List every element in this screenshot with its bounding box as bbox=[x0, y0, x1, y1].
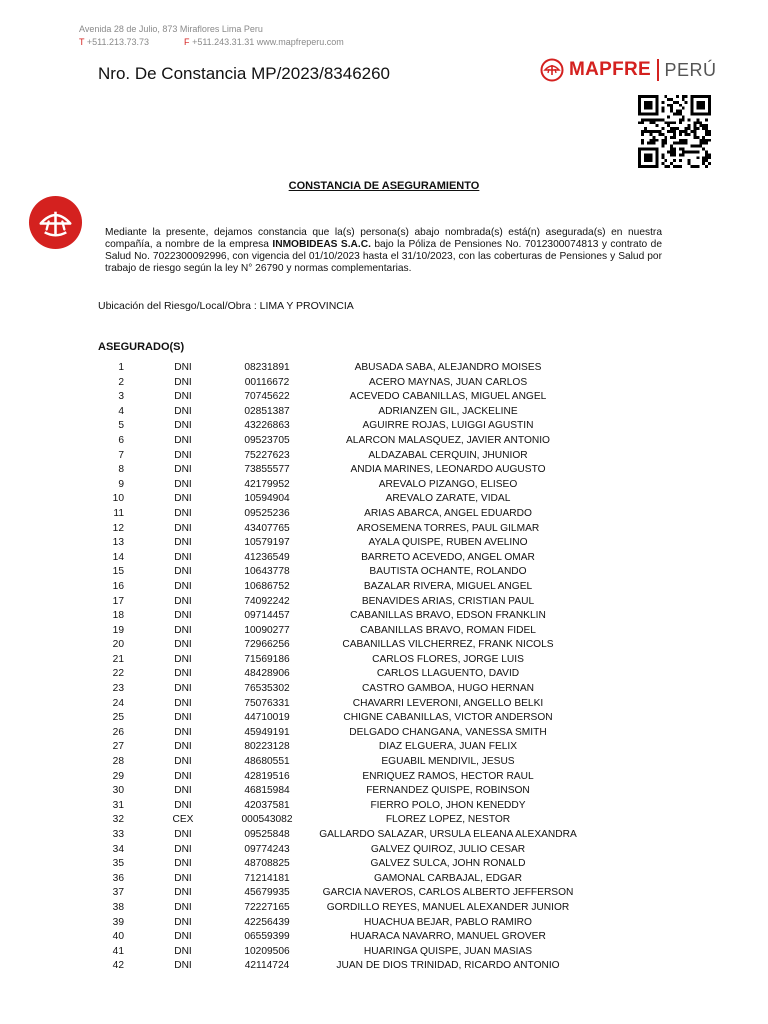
document-number: 09714457 bbox=[244, 610, 290, 622]
document-type: DNI bbox=[174, 434, 192, 446]
document-type: DNI bbox=[174, 756, 192, 768]
row-number: 12 bbox=[112, 522, 124, 534]
row-number: 40 bbox=[112, 931, 124, 943]
document-heading: CONSTANCIA DE ASEGURAMIENTO bbox=[288, 180, 480, 192]
table-row bbox=[0, 828, 768, 843]
row-number: 24 bbox=[112, 697, 124, 709]
document-type: DNI bbox=[174, 653, 192, 665]
row-number: 8 bbox=[118, 464, 124, 476]
insured-name: HUACHUA BEJAR, PABLO RAMIRO bbox=[364, 916, 532, 928]
table-row bbox=[0, 463, 768, 478]
table-row bbox=[0, 449, 768, 464]
row-number: 22 bbox=[112, 668, 124, 680]
table-row bbox=[0, 507, 768, 522]
document-number: 45679935 bbox=[244, 887, 290, 899]
document-number: 70745622 bbox=[244, 391, 290, 403]
table-row bbox=[0, 667, 768, 682]
fax-and-web: +511.243.31.31 www.mapfreperu.com bbox=[192, 37, 344, 47]
document-number: 10090277 bbox=[244, 624, 290, 636]
insured-name: ALARCON MALASQUEZ, JAVIER ANTONIO bbox=[346, 434, 550, 446]
table-row bbox=[0, 638, 768, 653]
table-row bbox=[0, 682, 768, 697]
table-row bbox=[0, 624, 768, 639]
table-row bbox=[0, 711, 768, 726]
document-type: DNI bbox=[174, 639, 192, 651]
document-number: 72966256 bbox=[244, 639, 290, 651]
document-number: 76535302 bbox=[244, 683, 290, 695]
document-type: DNI bbox=[174, 522, 192, 534]
document-type: DNI bbox=[174, 799, 192, 811]
insured-name: EGUABIL MENDIVIL, JESUS bbox=[381, 756, 515, 768]
insured-name: GORDILLO REYES, MANUEL ALEXANDER JUNIOR bbox=[326, 901, 570, 913]
table-row bbox=[0, 565, 768, 580]
document-number: 00116672 bbox=[244, 376, 290, 388]
insured-name: FLOREZ LOPEZ, NESTOR bbox=[385, 814, 511, 826]
insured-name: GARCIA NAVEROS, CARLOS ALBERTO JEFFERSON bbox=[322, 887, 574, 899]
insured-name: CHIGNE CABANILLAS, VICTOR ANDERSON bbox=[343, 712, 553, 724]
row-number: 17 bbox=[112, 595, 124, 607]
row-number: 16 bbox=[112, 580, 124, 592]
document-number: 71214181 bbox=[244, 872, 290, 884]
row-number: 39 bbox=[112, 916, 124, 928]
insured-name: BAUTISTA OCHANTE, ROLANDO bbox=[369, 566, 527, 578]
insured-name: CABANILLAS VILCHERREZ, FRANK NICOLS bbox=[342, 639, 554, 651]
insured-name: ARIAS ABARCA, ANGEL EDUARDO bbox=[364, 507, 532, 519]
document-number: 41236549 bbox=[244, 551, 290, 563]
row-number: 21 bbox=[112, 653, 124, 665]
table-row bbox=[0, 653, 768, 668]
insured-name: CABANILLAS BRAVO, ROMAN FIDEL bbox=[360, 624, 536, 636]
document-type: DNI bbox=[174, 420, 192, 432]
document-type: DNI bbox=[174, 697, 192, 709]
document-number: 74092242 bbox=[244, 595, 290, 607]
insured-name: GALLARDO SALAZAR, URSULA ELEANA ALEXANDRA bbox=[319, 829, 577, 840]
insured-name: AYALA QUISPE, RUBEN AVELINO bbox=[368, 537, 528, 549]
document-type: DNI bbox=[174, 770, 192, 782]
row-number: 26 bbox=[112, 726, 124, 738]
document-number: 43226863 bbox=[244, 420, 290, 432]
row-number: 10 bbox=[112, 493, 124, 505]
table-row bbox=[0, 770, 768, 785]
row-number: 14 bbox=[112, 551, 124, 563]
document-type: DNI bbox=[174, 960, 192, 972]
document-type: DNI bbox=[174, 712, 192, 724]
table-row bbox=[0, 959, 768, 974]
paragraph-intro: Mediante la presente, dejamos constancia que la(s) persona(s) abajo nombrada(s) está(n) asegurada(s) en nuestra compañía, a nombre de la empresa bbox=[105, 227, 662, 250]
document-number: 42256439 bbox=[244, 916, 290, 928]
document-number: 44710019 bbox=[244, 712, 290, 724]
contact-line bbox=[79, 36, 344, 49]
table-row bbox=[0, 857, 768, 872]
document-number: 73855577 bbox=[244, 464, 290, 476]
table-row bbox=[0, 390, 768, 405]
row-number: 19 bbox=[112, 624, 124, 636]
mapfre-seal-icon bbox=[28, 195, 83, 250]
table-row bbox=[0, 799, 768, 814]
document-type: DNI bbox=[174, 858, 192, 870]
row-number: 15 bbox=[112, 566, 124, 578]
document-number: 06559399 bbox=[244, 931, 290, 943]
document-number: 000543082 bbox=[241, 814, 293, 826]
document-number: 09774243 bbox=[244, 843, 290, 855]
document-type: DNI bbox=[174, 580, 192, 592]
mapfre-logo bbox=[540, 57, 717, 83]
document-type: DNI bbox=[174, 829, 192, 840]
insured-heading: ASEGURADO(S) bbox=[98, 341, 185, 353]
document-type: DNI bbox=[174, 537, 192, 549]
row-number: 36 bbox=[112, 872, 124, 884]
document-number: 10643778 bbox=[244, 566, 290, 578]
document-type: DNI bbox=[174, 464, 192, 476]
document-type: DNI bbox=[174, 391, 192, 403]
document-number: 48680551 bbox=[244, 756, 290, 768]
row-number: 38 bbox=[112, 901, 124, 913]
table-row bbox=[0, 580, 768, 595]
row-number: 5 bbox=[118, 420, 124, 432]
document-type: DNI bbox=[174, 566, 192, 578]
address-line: Avenida 28 de Julio, 873 Miraflores Lima Peru bbox=[79, 24, 263, 34]
company-name: INMOBIDEAS S.A.C. bbox=[272, 239, 371, 250]
insured-name: GALVEZ SULCA, JOHN RONALD bbox=[370, 858, 526, 870]
insured-name: FIERRO POLO, JHON KENEDDY bbox=[370, 799, 526, 811]
table-row bbox=[0, 536, 768, 551]
document-number: 72227165 bbox=[244, 901, 290, 913]
document-type: DNI bbox=[174, 493, 192, 505]
table-row bbox=[0, 376, 768, 391]
document-number: 43407765 bbox=[244, 522, 290, 534]
document-type: DNI bbox=[174, 683, 192, 695]
row-number: 42 bbox=[112, 960, 124, 972]
insured-list bbox=[0, 361, 768, 974]
document-type: DNI bbox=[174, 901, 192, 913]
table-row bbox=[0, 361, 768, 376]
insured-name: CARLOS LLAGUENTO, DAVID bbox=[376, 668, 520, 680]
document-type: CEX bbox=[172, 814, 194, 826]
document-type: DNI bbox=[174, 610, 192, 622]
document-number: 42179952 bbox=[244, 478, 290, 490]
document-type: DNI bbox=[174, 668, 192, 680]
document-number: 09525236 bbox=[244, 507, 290, 519]
insured-name: FERNANDEZ QUISPE, ROBINSON bbox=[366, 785, 530, 797]
document-type: DNI bbox=[174, 726, 192, 738]
qr-code-icon bbox=[638, 95, 711, 168]
row-number: 25 bbox=[112, 712, 124, 724]
document-number: 02851387 bbox=[244, 405, 290, 417]
insured-name: DIAZ ELGUERA, JUAN FELIX bbox=[378, 741, 518, 753]
row-number: 4 bbox=[118, 405, 124, 417]
row-number: 33 bbox=[112, 829, 124, 840]
table-row bbox=[0, 740, 768, 755]
document-number: 10686752 bbox=[244, 580, 290, 592]
risk-location: Ubicación del Riesgo/Local/Obra : LIMA Y PROVINCIA bbox=[98, 300, 354, 312]
logo-divider bbox=[657, 59, 659, 81]
brand-name: MAPFRE bbox=[569, 59, 652, 80]
document-type: DNI bbox=[174, 887, 192, 899]
document-type: DNI bbox=[174, 507, 192, 519]
table-row bbox=[0, 843, 768, 858]
table-row bbox=[0, 478, 768, 493]
document-number: 75227623 bbox=[244, 449, 290, 461]
document-type: DNI bbox=[174, 741, 192, 753]
document-number: 42819516 bbox=[244, 770, 290, 782]
table-row bbox=[0, 419, 768, 434]
row-number: 37 bbox=[112, 887, 124, 899]
insured-name: HUARINGA QUISPE, JUAN MASIAS bbox=[363, 945, 533, 957]
insured-name: ANDIA MARINES, LEONARDO AUGUSTO bbox=[350, 464, 546, 476]
table-row bbox=[0, 886, 768, 901]
row-number: 41 bbox=[112, 945, 124, 957]
row-number: 2 bbox=[118, 376, 124, 388]
insured-name: GAMONAL CARBAJAL, EDGAR bbox=[374, 872, 522, 884]
table-row bbox=[0, 405, 768, 420]
document-type: DNI bbox=[174, 478, 192, 490]
document-type: DNI bbox=[174, 449, 192, 461]
row-number: 30 bbox=[112, 785, 124, 797]
row-number: 27 bbox=[112, 741, 124, 753]
document-type: DNI bbox=[174, 551, 192, 563]
table-row bbox=[0, 916, 768, 931]
document-type: DNI bbox=[174, 916, 192, 928]
row-number: 13 bbox=[112, 537, 124, 549]
insured-name: ACERO MAYNAS, JUAN CARLOS bbox=[368, 376, 528, 388]
document-number: 48708825 bbox=[244, 858, 290, 870]
document-type: DNI bbox=[174, 405, 192, 417]
insured-name: ACEVEDO CABANILLAS, MIGUEL ANGEL bbox=[349, 391, 547, 403]
document-number: 75076331 bbox=[244, 697, 290, 709]
document-type: DNI bbox=[174, 785, 192, 797]
document-type: DNI bbox=[174, 931, 192, 943]
row-number: 20 bbox=[112, 639, 124, 651]
constancia-number-title: Nro. De Constancia MP/2023/8346260 bbox=[98, 64, 391, 83]
row-number: 32 bbox=[112, 814, 124, 826]
brand-country: PERÚ bbox=[664, 59, 717, 80]
insured-name: AGUIRRE ROJAS, LUIGGI AGUSTIN bbox=[362, 420, 534, 432]
table-row bbox=[0, 930, 768, 945]
insured-name: ABUSADA SABA, ALEJANDRO MOISES bbox=[354, 362, 542, 373]
insured-name: BAZALAR RIVERA, MIGUEL ANGEL bbox=[363, 580, 533, 592]
document-type: DNI bbox=[174, 872, 192, 884]
insured-name: AREVALO PIZANGO, ELISEO bbox=[378, 478, 518, 490]
phone-number: +511.213.73.73 bbox=[86, 37, 150, 47]
insured-name: BENAVIDES ARIAS, CRISTIAN PAUL bbox=[361, 595, 535, 607]
table-row bbox=[0, 813, 768, 828]
document-type: DNI bbox=[174, 945, 192, 957]
insured-name: CASTRO GAMBOA, HUGO HERNAN bbox=[361, 683, 535, 695]
table-row bbox=[0, 551, 768, 566]
table-row bbox=[0, 522, 768, 537]
table-row bbox=[0, 434, 768, 449]
insured-name: ENRIQUEZ RAMOS, HECTOR RAUL bbox=[362, 770, 534, 782]
row-number: 11 bbox=[113, 507, 124, 519]
table-row bbox=[0, 595, 768, 610]
row-number: 29 bbox=[112, 770, 124, 782]
insured-name: BARRETO ACEVEDO, ANGEL OMAR bbox=[361, 551, 535, 563]
insured-name: DELGADO CHANGANA, VANESSA SMITH bbox=[349, 726, 547, 738]
document-number: 09523705 bbox=[244, 434, 290, 446]
insured-name: AREVALO ZARATE, VIDAL bbox=[385, 493, 511, 505]
document-number: 09525848 bbox=[244, 829, 290, 840]
document-type: DNI bbox=[174, 624, 192, 636]
mapfre-emblem-icon bbox=[540, 58, 564, 82]
document-number: 42114724 bbox=[244, 960, 290, 972]
company-address-block bbox=[79, 23, 344, 49]
row-number: 9 bbox=[118, 478, 124, 490]
table-row bbox=[0, 492, 768, 507]
paragraph-details: bajo la Póliza de Pensiones No. 7012300074813 y contrato de Salud No. 7022300092996, con vigencia del 01/10/2023 hasta el 31/10/2023, con las coberturas de Pensiones y Salud por trabajo de riesgo según la ley N° 26790 y normas complementarias. bbox=[105, 239, 662, 274]
document-type: DNI bbox=[174, 595, 192, 607]
row-number: 7 bbox=[118, 449, 124, 461]
document-number: 10579197 bbox=[244, 537, 290, 549]
phone-label: T bbox=[79, 37, 85, 47]
certificate-paragraph bbox=[105, 227, 662, 275]
insured-name: AROSEMENA TORRES, PAUL GILMAR bbox=[356, 522, 540, 534]
insured-name: GALVEZ QUIROZ, JULIO CESAR bbox=[370, 843, 526, 855]
insured-name: JUAN DE DIOS TRINIDAD, RICARDO ANTONIO bbox=[336, 960, 560, 972]
row-number: 23 bbox=[112, 683, 124, 695]
document-number: 46815984 bbox=[244, 785, 290, 797]
row-number: 28 bbox=[112, 756, 124, 768]
insured-name: ADRIANZEN GIL, JACKELINE bbox=[378, 405, 518, 417]
row-number: 31 bbox=[112, 799, 124, 811]
document-type: DNI bbox=[174, 843, 192, 855]
document-number: 80223128 bbox=[244, 741, 290, 753]
fax-label: F bbox=[184, 37, 190, 47]
table-row bbox=[0, 609, 768, 624]
insured-name: CHAVARRI LEVERONI, ANGELLO BELKI bbox=[352, 697, 544, 709]
row-number: 34 bbox=[112, 843, 124, 855]
document-number: 08231891 bbox=[244, 362, 290, 373]
table-row bbox=[0, 945, 768, 960]
row-number: 6 bbox=[118, 434, 124, 446]
table-row bbox=[0, 872, 768, 887]
document-number: 48428906 bbox=[244, 668, 290, 680]
insured-name: CARLOS FLORES, JORGE LUIS bbox=[372, 653, 524, 665]
table-row bbox=[0, 697, 768, 712]
document-type: DNI bbox=[174, 362, 192, 373]
table-row bbox=[0, 901, 768, 916]
row-number: 35 bbox=[112, 858, 124, 870]
document-number: 45949191 bbox=[244, 726, 290, 738]
document-number: 10209506 bbox=[244, 945, 290, 957]
document-number: 42037581 bbox=[244, 799, 290, 811]
table-row bbox=[0, 755, 768, 770]
row-number: 3 bbox=[118, 391, 124, 403]
document-type: DNI bbox=[174, 376, 192, 388]
table-row bbox=[0, 726, 768, 741]
document-number: 71569186 bbox=[244, 653, 290, 665]
row-number: 18 bbox=[112, 610, 124, 622]
insured-name: HUARACA NAVARRO, MANUEL GROVER bbox=[350, 931, 546, 943]
table-row bbox=[0, 784, 768, 799]
insured-name: ALDAZABAL CERQUIN, JHUNIOR bbox=[368, 449, 528, 461]
row-number: 1 bbox=[118, 362, 124, 373]
insured-name: CABANILLAS BRAVO, EDSON FRANKLIN bbox=[350, 610, 546, 622]
document-number: 10594904 bbox=[244, 493, 290, 505]
